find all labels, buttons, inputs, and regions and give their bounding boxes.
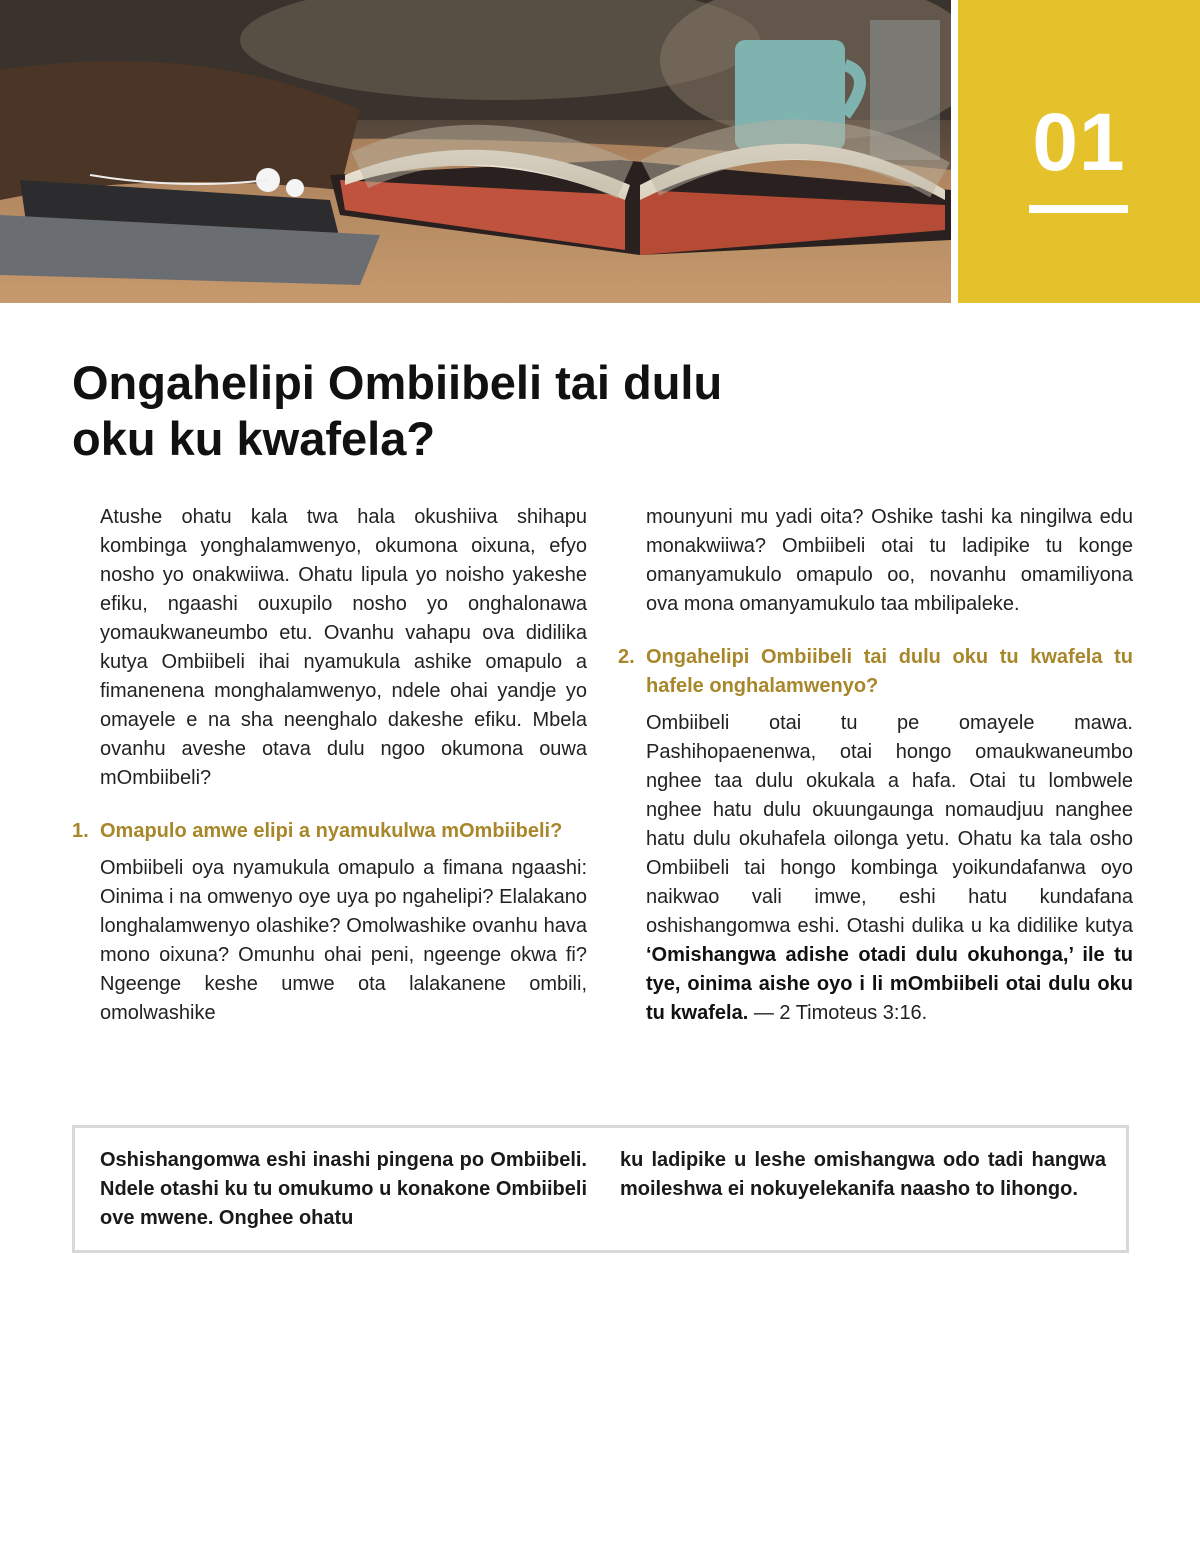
chapter-number: 01 [1032,97,1126,188]
header-photo [0,0,951,303]
answer-2-emphasis: ‘Omishangwa adishe otadi dulu okuhonga,’ ile tu tye, oinima aishe oyo i li mOmbiibeli otai dulu oku tu kwafela. [646,944,1133,1024]
intro-paragraph: Atushe ohatu kala twa hala okushiiva shihapu kombinga yonghalamwenyo, okumona oixuna, efyo nosho yo onakwiiwa. Ohatu lipula yo noisho yakeshe efiku, ngaashi ouxupilo nosho yo onghalonawa yomaukwaneumbo etu. Ovanhu vahapu ova didilika kutya Ombiibeli ihai nyamukula ashike omapulo a fimanenena monghalamwenyo, ndele ohai yandje yo omayele e na sha neenghalo dakeshe efiku. Mbela ovanhu aveshe otava dulu ngoo okumona ouwa mOmbiibeli? [100,506,587,789]
chapter-underline [1029,205,1128,213]
question-2-number: 2. [618,646,635,668]
bible-photo-icon [0,0,951,303]
answer-1-continued: mounyuni mu yadi oita? Oshike tashi ka ningilwa edu monakwiiwa? Ombiibeli otai tu ladipike tu konge omanyamukulo omapulo oo, novanhu omamiliyona ova mona omanyamukulo taa mbilipaleke. [646,506,1133,615]
question-1-number: 1. [72,820,89,842]
note-box-right-text: ku ladipike u leshe omishangwa odo tadi hangwa moileshwa ei nokuyelekanifa naasho to lihongo. [620,1149,1106,1200]
answer-2-paragraph [646,709,1133,1028]
page-title: Ongahelipi Ombiibeli tai dulu oku ku kwafela? [72,356,723,465]
left-column [72,503,587,1028]
question-2 [618,643,1133,701]
question-2-text: Ongahelipi Ombiibeli tai dulu oku tu kwafela tu hafele onghalamwenyo? [646,646,1133,697]
note-box-left-text: Oshishangomwa eshi inashi pingena po Ombiibeli. Ndele otashi ku tu omukumo u konakone Ombiibeli ove mwene. Onghee ohatu [100,1149,587,1229]
scripture-reference: — 2 Timoteus 3:16. [748,1002,928,1024]
answer-1-paragraph: Ombiibeli oya nyamukula omapulo a fimana ngaashi: Oinima i na omwenyo oye uya po ngahelipi? Elalakano longhalamwenyo olashike? Omolwashike ovanhu hava mono oixuna? Omunhu ohai peni, ngeenge okwa fi? Ngeenge keshe umwe ota lalakanene ombili, omolwashike [100,857,587,1024]
answer-2-text: Ombiibeli otai tu pe omayele mawa. Pashihopaenenwa, otai hongo omaukwaneumbo nghee taa dulu okukala a hafa. Otai tu lombwele nghee hatu dulu okuungaunga nomaudjuu nanghee hatu dulu okuhafela oilonga yetu. Ohatu ka tala osho Ombiibeli tai hongo kombinga yoikundafanwa oyo naikwao vali imwe, eshi hatu kundafana oshishangomwa eshi. Otashi dulika u ka didilike kutya [646,712,1133,937]
right-column [618,503,1133,1028]
question-1 [72,817,587,846]
question-1-text: Omapulo amwe elipi a nyamukulwa mOmbiibeli? [100,820,563,842]
